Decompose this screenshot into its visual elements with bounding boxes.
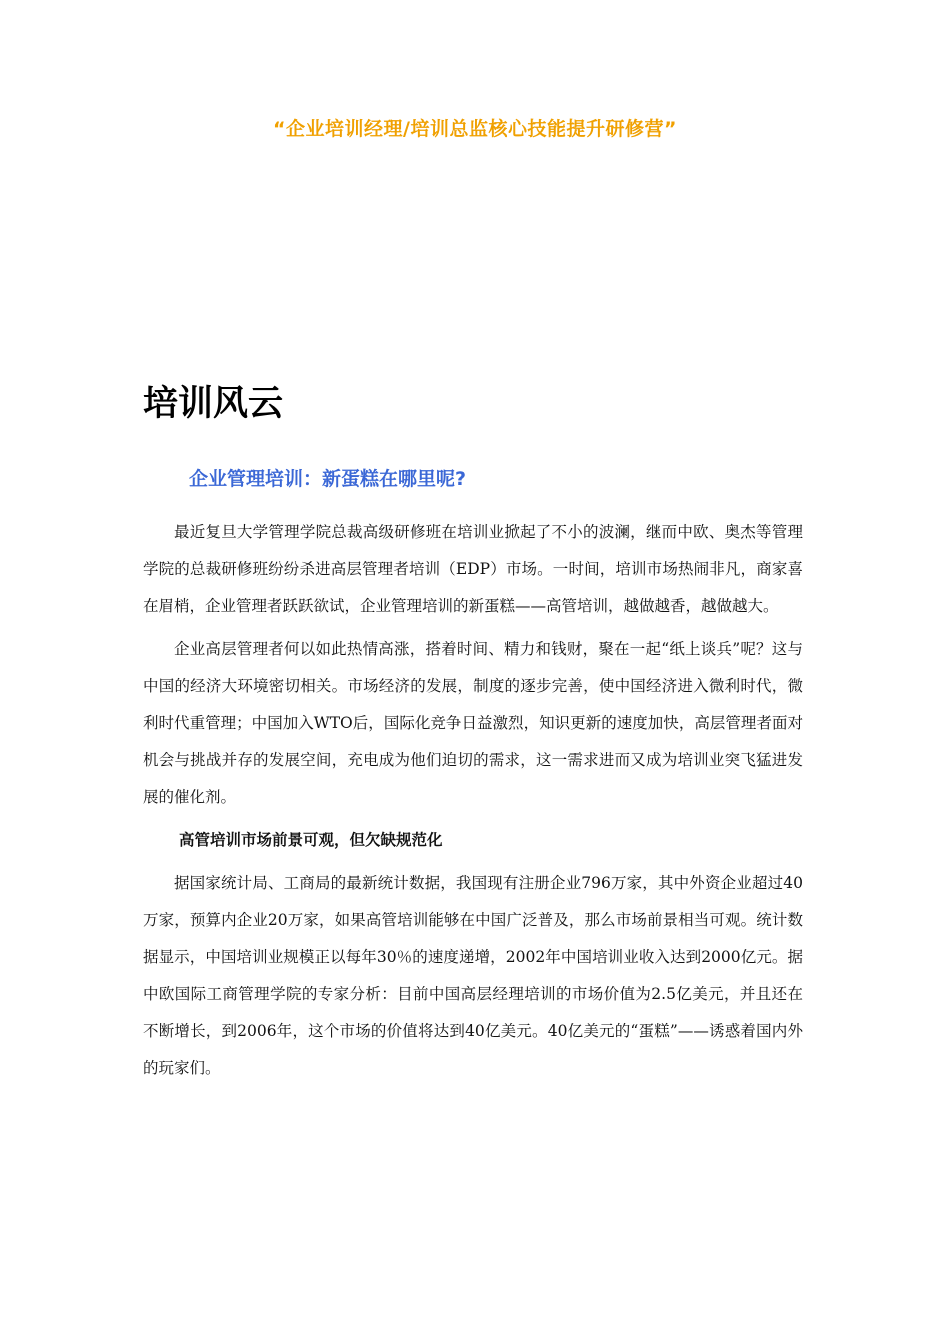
article-body	[143, 514, 803, 1093]
section-title: 培训风云	[143, 384, 284, 424]
article-title: 企业管理培训：新蛋糕在哪里呢?	[189, 468, 467, 490]
banner-title: “企业培训经理/培训总监核心技能提升研修营”	[273, 118, 677, 140]
paragraph-1: 最近复旦大学管理学院总裁高级研修班在培训业掀起了不小的波澜，继而中欧、奥杰等管理学院的总裁研修班纷纷杀进高层管理者培训（EDP）市场。一时间，培训市场热闹非凡，商家喜在眉梢，企业管理者跃跃欲试，企业管理培训的新蛋糕——高管培训，越做越香，越做越大。	[143, 523, 803, 615]
subheading: 高管培训市场前景可观，但欠缺规范化	[179, 831, 443, 849]
paragraph-3: 据国家统计局、工商局的最新统计数据，我国现有注册企业796万家，其中外资企业超过40万家，预算内企业20万家，如果高管培训能够在中国广泛普及，那么市场前景相当可观。统计数据显示，中国培训业规模正以每年30％的速度递增，2002年中国培训业收入达到2000亿元。据中欧国际工商管理学院的专家分析：目前中国高层经理培训的市场价值为2.5亿美元，并且还在不断增长，到2006年，这个市场的价值将达到40亿美元。40亿美元的“蛋糕”——诱惑着国内外的玩家们。	[143, 874, 803, 1077]
paragraph-2: 企业高层管理者何以如此热情高涨，搭着时间、精力和钱财，聚在一起“纸上谈兵”呢？这与中国的经济大环境密切相关。市场经济的发展，制度的逐步完善，使中国经济进入微利时代，微利时代重管理；中国加入WTO后，国际化竞争日益激烈，知识更新的速度加快，高层管理者面对机会与挑战并存的发展空间，充电成为他们迫切的需求，这一需求进而又成为培训业突飞猛进发展的催化剂。	[143, 640, 803, 806]
